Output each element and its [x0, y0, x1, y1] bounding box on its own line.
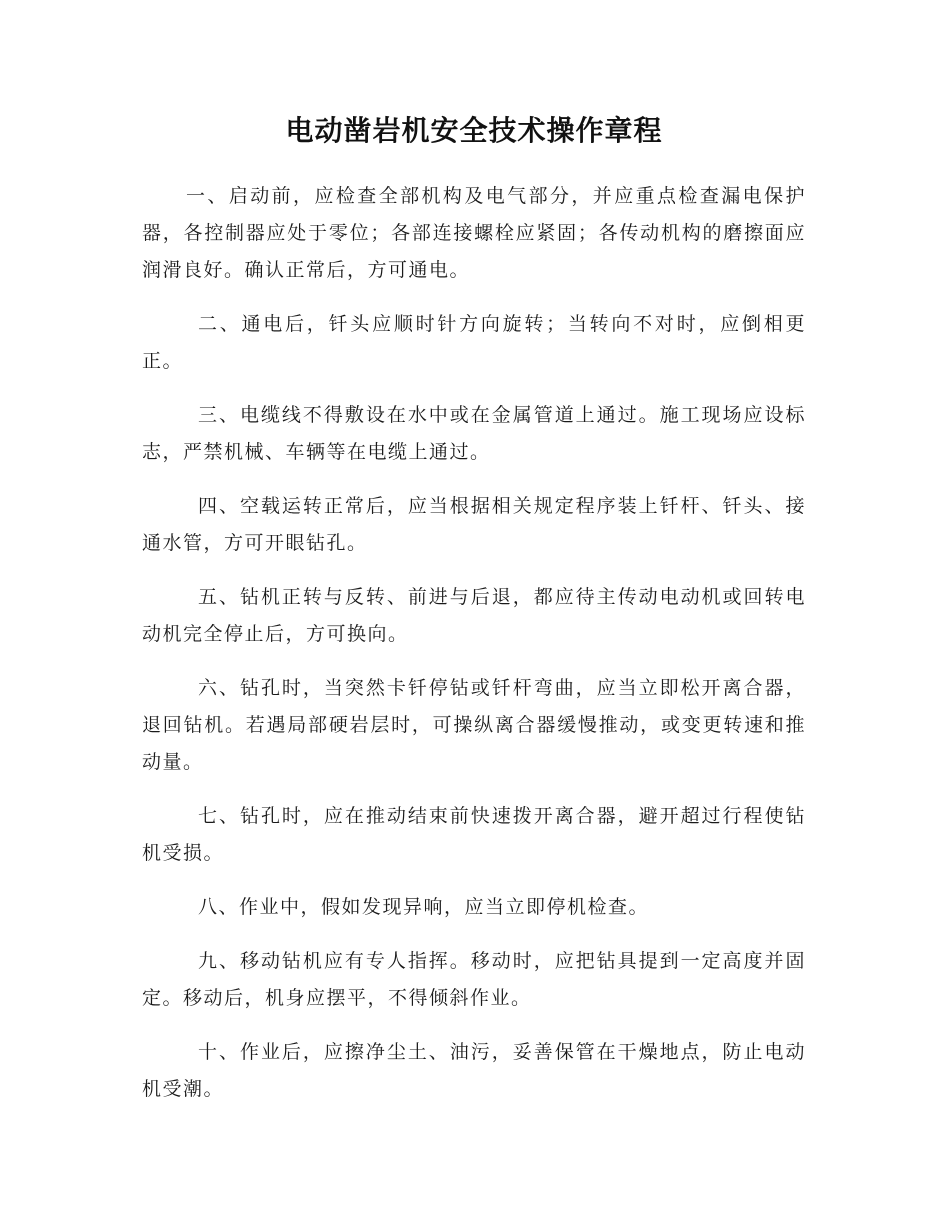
paragraph-1: 一、启动前，应检查全部机构及电气部分，并应重点检查漏电保护器，各控制器应处于零位；各部连接螺栓应紧固；各传动机构的磨擦面应润滑良好。确认正常后，方可通电。	[142, 185, 806, 281]
paragraph-4: 四、空载运转正常后，应当根据相关规定程序装上钎杆、钎头、接通水管，方可开眼钻孔。	[142, 495, 806, 554]
paragraph-2: 二、通电后，钎头应顺时针方向旋转；当转向不对时，应倒相更正。	[142, 313, 806, 372]
paragraph-7: 七、钻孔时，应在推动结束前快速拨开离合器，避开超过行程使钻机受损。	[142, 805, 806, 864]
paragraph-9: 九、移动钻机应有专人指挥。移动时，应把钻具提到一定高度并固定。移动后，机身应摆平，不得倾斜作业。	[142, 950, 806, 1009]
document-page	[142, 110, 806, 1125]
paragraph-6: 六、钻孔时，当突然卡钎停钻或钎杆弯曲，应当立即松开离合器，退回钻机。若遇局部硬岩层时，可操纵离合器缓慢推动，或变更转速和推动量。	[142, 677, 806, 773]
paragraph-5: 五、钻机正转与反转、前进与后退，都应待主传动电动机或回转电动机完全停止后，方可换向。	[142, 586, 806, 645]
paragraph-3: 三、电缆线不得敷设在水中或在金属管道上通过。施工现场应设标志，严禁机械、车辆等在电缆上通过。	[142, 404, 806, 463]
paragraph-8: 八、作业中，假如发现异响，应当立即停机检查。	[198, 896, 650, 918]
paragraph-10: 十、作业后，应擦净尘土、油污，妥善保管在干燥地点，防止电动机受潮。	[142, 1041, 806, 1100]
document-title: 电动凿岩机安全技术操作章程	[285, 114, 663, 147]
